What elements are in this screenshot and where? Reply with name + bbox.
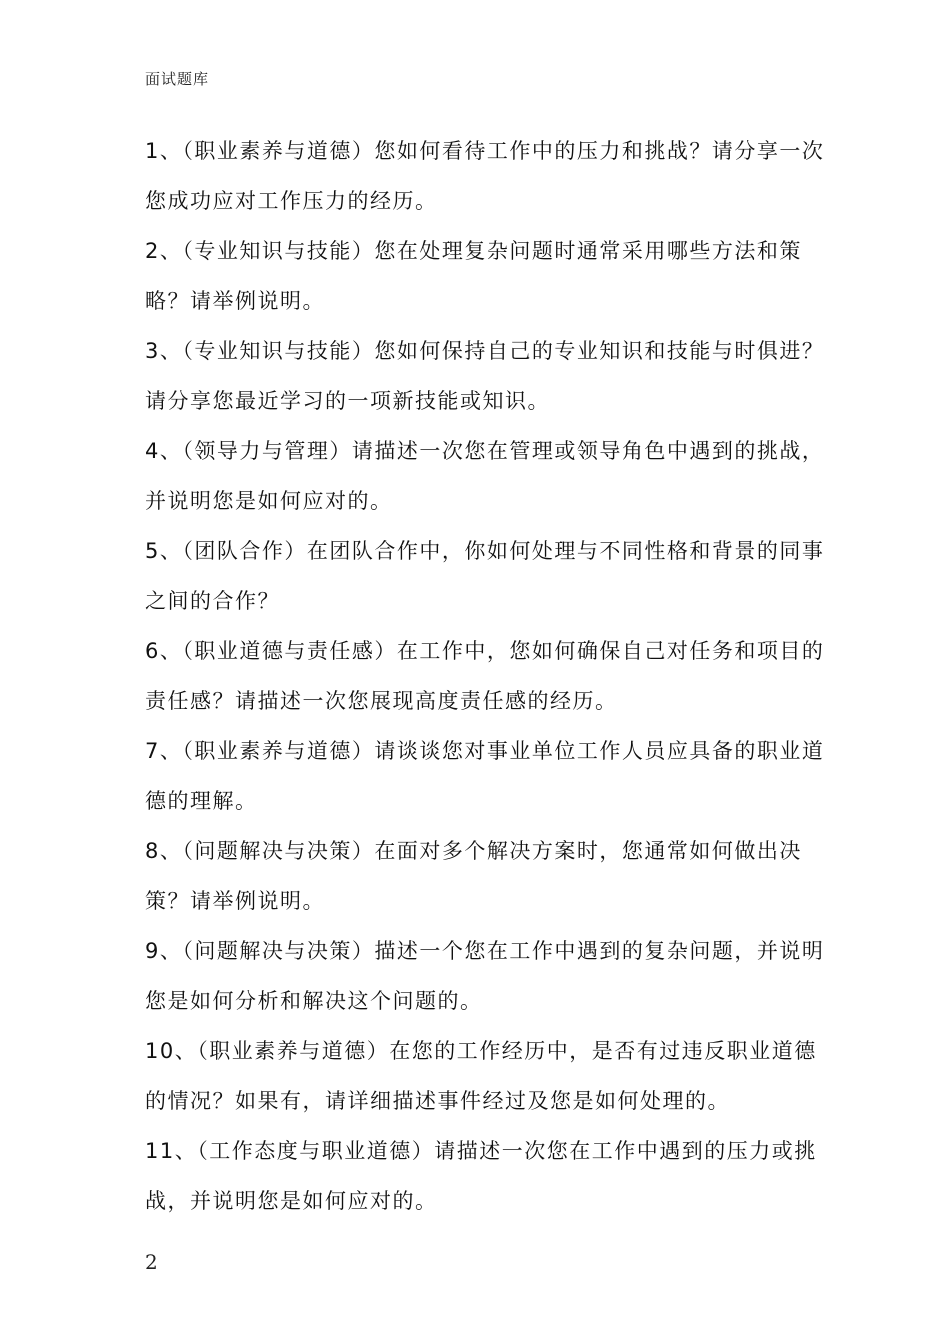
question-item: 6、（职业道德与责任感）在工作中，您如何确保自己对任务和项目的责任感？请描述一次您展现高度责任感的经历。: [145, 639, 825, 713]
question-list: [145, 126, 835, 1226]
page-number: 2: [145, 1250, 158, 1274]
page-header-title: 面试题库: [145, 70, 210, 88]
question-item: 4、（领导力与管理）请描述一次您在管理或领导角色中遇到的挑战，并说明您是如何应对的。: [145, 439, 825, 513]
question-item: 5、（团队合作）在团队合作中，你如何处理与不同性格和背景的同事之间的合作？: [145, 539, 825, 613]
question-item: 11、（工作态度与职业道德）请描述一次您在工作中遇到的压力或挑战，并说明您是如何应对的。: [145, 1139, 817, 1213]
question-item: 9、（问题解决与决策）描述一个您在工作中遇到的复杂问题，并说明您是如何分析和解决这个问题的。: [145, 939, 825, 1013]
question-item: 3、（专业知识与技能）您如何保持自己的专业知识和技能与时俱进？请分享您最近学习的一项新技能或知识。: [145, 339, 825, 413]
question-item: 8、（问题解决与决策）在面对多个解决方案时，您通常如何做出决策？请举例说明。: [145, 839, 802, 913]
question-item: 2、（专业知识与技能）您在处理复杂问题时通常采用哪些方法和策略？请举例说明。: [145, 239, 802, 313]
question-item: 10、（职业素养与道德）在您的工作经历中，是否有过违反职业道德的情况？如果有，请详细描述事件经过及您是如何处理的。: [145, 1039, 817, 1113]
question-item: 1、（职业素养与道德）您如何看待工作中的压力和挑战？请分享一次您成功应对工作压力的经历。: [145, 139, 825, 213]
question-item: 7、（职业素养与道德）请谈谈您对事业单位工作人员应具备的职业道德的理解。: [145, 739, 825, 813]
